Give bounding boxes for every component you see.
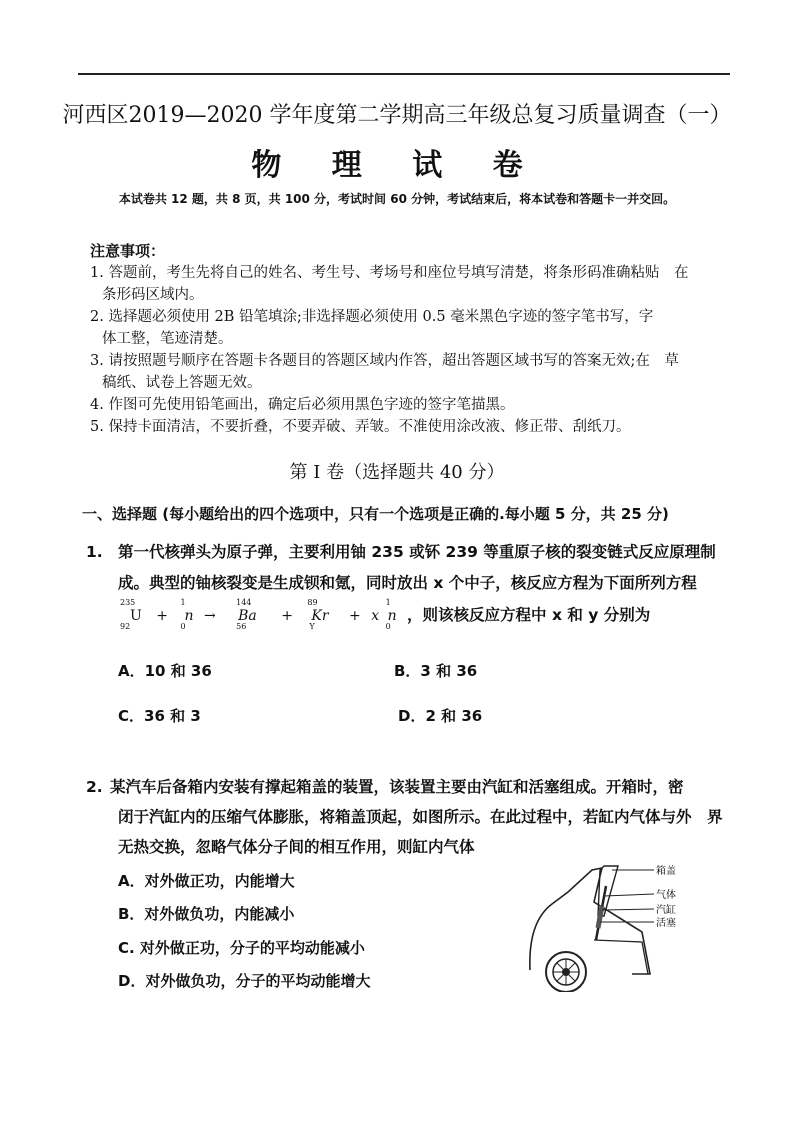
n2-charge: 0 [385,622,391,631]
x-coefficient: x [371,608,380,624]
label-gas: 气体 [656,890,676,901]
q1-option-b[interactable]: B．3 和 36 [394,662,478,680]
nuclear-equation [118,600,650,630]
q2-number: 2. [86,778,103,796]
q2-option-b[interactable]: B．对外做负功，内能减小 [118,905,295,923]
notice-item-cont: 体工整，笔迹清楚。 [102,331,233,347]
section-title: 第 I 卷（选择题共 40 分） [289,462,505,483]
u-charge: 92 [120,622,131,631]
notice-item: 1. 答题前，考生先将自己的姓名、考生号、考场号和座位号填写清楚，将条形码准确粘贴 在 [90,265,689,281]
notice-list [90,262,720,438]
notice-item: 2. 选择题必须使用 2B 铅笔填涂;非选择题必须使用 0.5 毫米黑色字迹的签字笔书写，字 [90,309,654,325]
notice-item-cont: 稿纸、试卷上答题无效。 [102,375,262,391]
q1-option-d[interactable]: D．2 和 36 [398,707,483,725]
q2-line1: 某汽车后备箱内安装有撑起箱盖的装置，该装置主要由汽缸和活塞组成。开箱时，密 [110,778,684,796]
label-piston: 活塞 [656,918,676,929]
q2-option-d[interactable]: D．对外做负功，分子的平均动能增大 [118,972,371,990]
label-cylinder: 汽缸 [656,905,676,916]
u-mass: 235 [120,598,136,607]
q2-option-c[interactable]: C. 对外做正功，分子的平均动能减小 [118,939,365,957]
n1-mass: 1 [180,598,186,607]
q1-line1: 第一代核弹头为原子弹，主要利用铀 235 或钚 239 等重原子核的裂变链式反应原理制 [118,543,716,561]
n1-symbol: n [184,608,194,624]
notice-item-cont: 条形码区域内。 [102,287,204,303]
car-trunk-drawing [522,862,722,992]
q2-line3: 无热交换，忽略气体分子间的相互作用，则缸内气体 [118,838,475,856]
kr-mass: 89 [307,598,318,607]
notice-item: 3. 请按照题号顺序在答题卡各题目的答题区域内作答，超出答题区域书写的答案无效;在 草 [90,353,679,369]
exam-title: 河西区2019—2020 学年度第二学期高三年级总复习质量调查（一） [62,103,732,128]
q2-option-a[interactable]: A．对外做正功，内能增大 [118,872,295,890]
kr-symbol: Kr [311,608,329,624]
q1-line3: ，则该核反应方程中 x 和 y 分别为 [407,606,651,624]
n1-charge: 0 [180,622,186,631]
q1-number: 1. [86,543,103,561]
q1-line2: 成。典型的铀核裂变是生成钡和氪，同时放出 x 个中子，核反应方程为下面所列方程 [118,574,697,592]
ba-symbol: Ba [238,608,257,624]
n2-mass: 1 [385,598,391,607]
plus-sign: + [349,608,361,624]
q2-line2: 闭于汽缸内的压缩气体膨胀，将箱盖顶起，如图所示。在此过程中，若缸内气体与外 界 [118,808,723,826]
q1-option-a[interactable]: A．10 和 36 [118,662,212,680]
ba-charge: 56 [236,622,247,631]
u-symbol: U [130,608,142,624]
notice-heading: 注意事项： [90,242,166,260]
subject-title: 物 理 试 卷 [251,148,543,183]
notice-item: 5. 保持卡面清洁，不要折叠，不要弄破、弄皱。不准使用涂改液、修正带、刮纸刀。 [90,419,631,435]
n2-symbol: n [387,608,397,624]
exam-intro: 本试卷共 12 题，共 8 页，共 100 分，考试时间 60 分钟，考试结束后，将本试卷和答题卡一并交回。 [118,192,676,206]
arrow: → [203,608,216,624]
q1-option-c[interactable]: C．36 和 3 [118,707,201,725]
top-rule [78,73,730,75]
label-lid: 箱盖 [656,866,676,877]
part-title: 一、选择题 (每小题给出的四个选项中，只有一个选项是正确的.每小题 5 分，共 25 分) [82,505,669,523]
kr-charge: Y [309,622,315,631]
ba-mass: 144 [236,598,252,607]
notice-item: 4. 作图可先使用铅笔画出，确定后必须用黑色字迹的签字笔描黑。 [90,397,515,413]
plus-sign: + [156,608,168,624]
car-trunk-figure [522,862,722,992]
plus-sign: + [281,608,293,624]
